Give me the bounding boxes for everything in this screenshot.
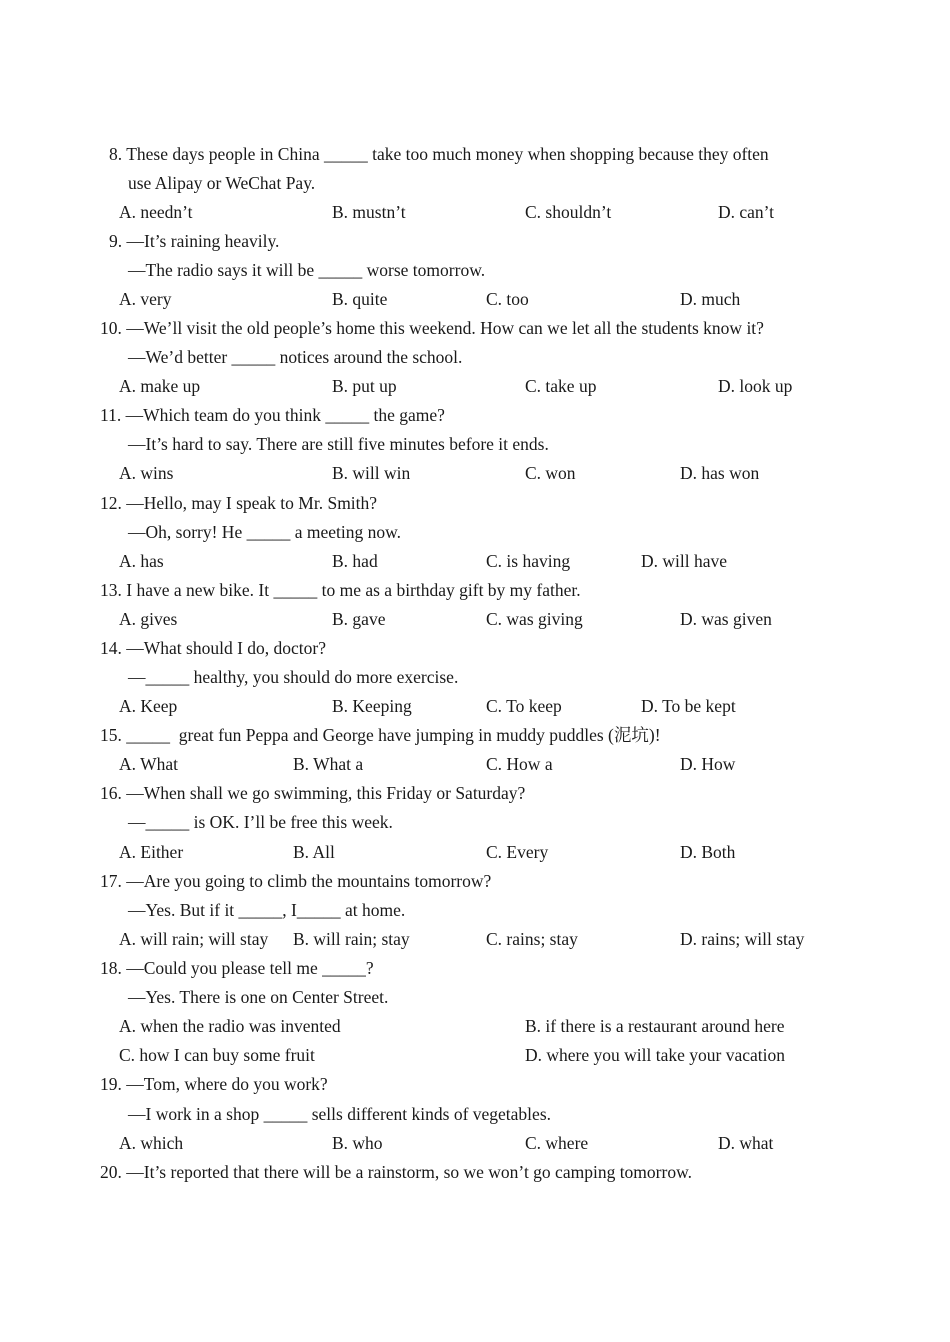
option-c: C. where bbox=[525, 1133, 589, 1153]
question-stem: —Yes. But if it _____, I_____ at home. bbox=[128, 900, 406, 920]
option-d: D. rains; will stay bbox=[680, 929, 805, 949]
question-number: 8. bbox=[109, 144, 123, 164]
option-b: B. gave bbox=[332, 609, 386, 629]
option-b: B. mustn’t bbox=[332, 202, 406, 222]
option-b: B. if there is a restaurant around here bbox=[525, 1016, 785, 1036]
option-a: A. wins bbox=[119, 463, 174, 483]
question-stem: use Alipay or WeChat Pay. bbox=[128, 173, 316, 193]
question-number: 19. bbox=[100, 1074, 122, 1094]
question-stem: —Hello, may I speak to Mr. Smith? bbox=[126, 493, 378, 513]
option-a: A. needn’t bbox=[119, 202, 193, 222]
question-number: 13. bbox=[100, 580, 122, 600]
question-stem: —Are you going to climb the mountains tomorrow? bbox=[126, 871, 492, 891]
option-d: D. can’t bbox=[718, 202, 775, 222]
option-c: C. was giving bbox=[486, 609, 583, 629]
option-d: D. has won bbox=[680, 463, 760, 483]
option-b: B. put up bbox=[332, 376, 397, 396]
option-d: D. was given bbox=[680, 609, 772, 629]
question-stem: —It’s reported that there will be a rainstorm, so we won’t go camping tomorrow. bbox=[126, 1162, 692, 1182]
option-a: A. What bbox=[119, 754, 178, 774]
option-d: D. Both bbox=[680, 842, 736, 862]
option-a: A. gives bbox=[119, 609, 178, 629]
option-a: A. very bbox=[119, 289, 172, 309]
option-c: C. is having bbox=[486, 551, 571, 571]
question-stem: _____ great fun Peppa and George have jumping in muddy puddles (泥坑)! bbox=[126, 725, 661, 745]
option-c: C. shouldn’t bbox=[525, 202, 612, 222]
question-stem: —_____ is OK. I’ll be free this week. bbox=[128, 812, 393, 832]
question-stem: These days people in China _____ take too much money when shopping because they often bbox=[126, 144, 769, 164]
question-stem: —It’s hard to say. There are still five minutes before it ends. bbox=[128, 434, 549, 454]
option-c: C. too bbox=[486, 289, 529, 309]
option-c: C. Every bbox=[486, 842, 549, 862]
question-number: 20. bbox=[100, 1162, 122, 1182]
option-d: D. How bbox=[680, 754, 736, 774]
option-a: A. Keep bbox=[119, 696, 178, 716]
option-b: B. will rain; stay bbox=[293, 929, 410, 949]
question-number: 14. bbox=[100, 638, 122, 658]
option-b: B. What a bbox=[293, 754, 364, 774]
question-number: 16. bbox=[100, 783, 122, 803]
question-number: 15. bbox=[100, 725, 122, 745]
question-stem: —Oh, sorry! He _____ a meeting now. bbox=[128, 522, 401, 542]
option-b: B. Keeping bbox=[332, 696, 412, 716]
option-a: A. has bbox=[119, 551, 164, 571]
question-stem: —When shall we go swimming, this Friday or Saturday? bbox=[126, 783, 526, 803]
question-number: 9. bbox=[109, 231, 123, 251]
option-c: C. won bbox=[525, 463, 576, 483]
question-stem: —Could you please tell me _____? bbox=[126, 958, 374, 978]
question-number: 12. bbox=[100, 493, 122, 513]
question-stem: —I work in a shop _____ sells different kinds of vegetables. bbox=[128, 1104, 551, 1124]
option-d: D. look up bbox=[718, 376, 793, 396]
option-b: B. had bbox=[332, 551, 378, 571]
question-number: 18. bbox=[100, 958, 122, 978]
option-a: A. when the radio was invented bbox=[119, 1016, 341, 1036]
question-stem: —Tom, where do you work? bbox=[126, 1074, 328, 1094]
question-stem: —We’d better _____ notices around the school. bbox=[128, 347, 463, 367]
option-c: C. rains; stay bbox=[486, 929, 578, 949]
question-stem: —_____ healthy, you should do more exercise. bbox=[128, 667, 459, 687]
question-stem: —The radio says it will be _____ worse tomorrow. bbox=[128, 260, 486, 280]
question-number: 17. bbox=[100, 871, 122, 891]
option-c: C. take up bbox=[525, 376, 597, 396]
option-b: B. who bbox=[332, 1133, 383, 1153]
option-d: D. To be kept bbox=[641, 696, 736, 716]
option-d: D. will have bbox=[641, 551, 728, 571]
question-stem: —Yes. There is one on Center Street. bbox=[128, 987, 389, 1007]
question-stem: —Which team do you think _____ the game? bbox=[125, 405, 445, 425]
option-d: D. much bbox=[680, 289, 741, 309]
option-c: C. How a bbox=[486, 754, 553, 774]
question-stem: I have a new bike. It _____ to me as a birthday gift by my father. bbox=[126, 580, 581, 600]
option-a: A. make up bbox=[119, 376, 201, 396]
question-number: 11. bbox=[100, 405, 122, 425]
option-c: C. how I can buy some fruit bbox=[119, 1045, 315, 1065]
option-d: D. what bbox=[718, 1133, 774, 1153]
question-stem: —It’s raining heavily. bbox=[126, 231, 280, 251]
question-stem: —What should I do, doctor? bbox=[126, 638, 326, 658]
option-d: D. where you will take your vacation bbox=[525, 1045, 785, 1065]
option-a: A. will rain; will stay bbox=[119, 929, 269, 949]
question-stem: —We’ll visit the old people’s home this weekend. How can we let all the students know it? bbox=[126, 318, 764, 338]
question-number: 10. bbox=[100, 318, 122, 338]
option-a: A. which bbox=[119, 1133, 184, 1153]
option-b: B. will win bbox=[332, 463, 411, 483]
option-b: B. quite bbox=[332, 289, 388, 309]
option-c: C. To keep bbox=[486, 696, 562, 716]
option-b: B. All bbox=[293, 842, 335, 862]
option-a: A. Either bbox=[119, 842, 184, 862]
